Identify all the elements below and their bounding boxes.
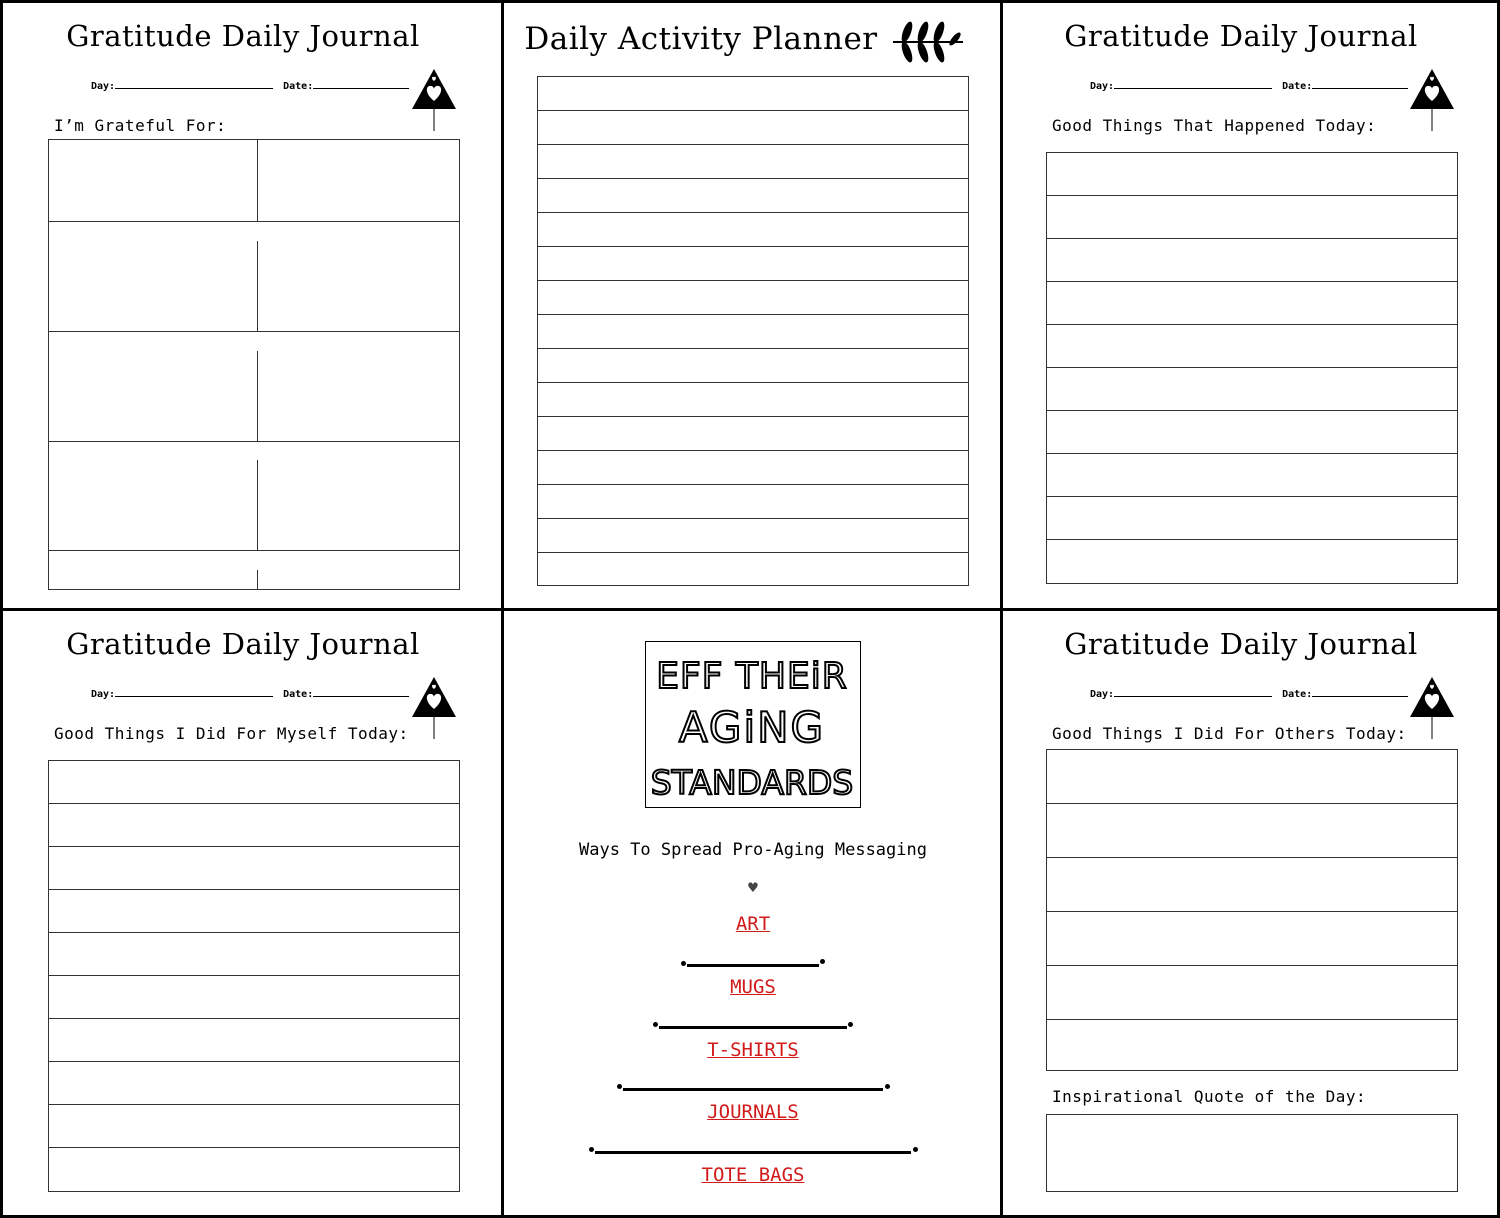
day-blank[interactable] — [115, 79, 273, 89]
page-title: Gratitude Daily Journal — [1064, 627, 1418, 661]
line-row[interactable] — [49, 1019, 459, 1062]
line-row[interactable] — [1047, 325, 1457, 368]
line-row[interactable] — [49, 1148, 459, 1188]
prompt-label: Good Things I Did For Myself Today: — [54, 724, 409, 743]
line-row[interactable] — [49, 933, 459, 976]
grid-cell[interactable] — [49, 140, 258, 222]
link-art[interactable]: ART — [735, 913, 771, 935]
divider-dot — [913, 1147, 918, 1152]
day-label: Day: — [1090, 689, 1115, 700]
line-row[interactable] — [538, 77, 968, 111]
day-date-line — [91, 687, 409, 700]
grid-cell[interactable] — [49, 241, 258, 332]
grid-cell[interactable] — [49, 460, 258, 551]
line-row[interactable] — [538, 417, 968, 451]
divider-dot — [589, 1147, 594, 1152]
line-row[interactable] — [538, 247, 968, 281]
line-row[interactable] — [538, 451, 968, 485]
day-date-line — [1090, 687, 1408, 700]
day-label: Day: — [1090, 81, 1115, 92]
divider-dot — [617, 1084, 622, 1089]
tepee-heart-icon — [410, 67, 458, 138]
line-row[interactable] — [1047, 411, 1457, 454]
grid-cell[interactable] — [258, 351, 459, 442]
line-row[interactable] — [1047, 966, 1457, 1020]
prompt-label: Good Things I Did For Others Today: — [1052, 724, 1407, 743]
divider-dot — [820, 959, 825, 964]
grid-cell[interactable] — [258, 241, 459, 332]
date-blank[interactable] — [313, 687, 409, 697]
divider-dot — [681, 961, 686, 966]
grid-cell[interactable] — [258, 460, 459, 551]
heart-icon: ♥ — [748, 878, 758, 897]
divider-dot — [653, 1022, 658, 1027]
line-row[interactable] — [538, 519, 968, 553]
day-blank[interactable] — [115, 687, 273, 697]
line-row[interactable] — [1047, 454, 1457, 497]
date-label: Date: — [1282, 81, 1313, 92]
day-blank[interactable] — [1114, 79, 1272, 89]
line-row[interactable] — [538, 179, 968, 213]
line-row[interactable] — [1047, 196, 1457, 239]
line-row[interactable] — [1047, 540, 1457, 580]
planner-lines — [537, 76, 969, 586]
link-mugs[interactable]: MUGS — [730, 976, 776, 998]
grid-cell[interactable] — [49, 351, 258, 442]
lined-box — [1046, 152, 1458, 584]
line-row[interactable] — [1047, 912, 1457, 966]
line-row[interactable] — [49, 847, 459, 890]
line-row[interactable] — [49, 804, 459, 847]
date-label: Date: — [283, 81, 314, 92]
page-title: Daily Activity Planner — [524, 21, 878, 57]
line-row[interactable] — [538, 485, 968, 519]
line-row[interactable] — [1047, 497, 1457, 540]
day-date-line — [91, 79, 409, 92]
line-row[interactable] — [1047, 804, 1457, 858]
quote-box[interactable] — [1046, 1114, 1458, 1192]
day-label: Day: — [91, 689, 116, 700]
page-title: Gratitude Daily Journal — [66, 627, 420, 661]
line-row[interactable] — [538, 553, 968, 585]
grateful-grid — [48, 139, 460, 590]
line-row[interactable] — [538, 315, 968, 349]
line-row[interactable] — [1047, 239, 1457, 282]
date-label: Date: — [1282, 689, 1313, 700]
line-row[interactable] — [1047, 368, 1457, 411]
divider-bar — [595, 1151, 911, 1154]
line-row[interactable] — [1047, 858, 1457, 912]
eff-their-aging-standards-badge — [645, 641, 861, 808]
day-date-line — [1090, 79, 1408, 92]
date-blank[interactable] — [1312, 79, 1408, 89]
grid-cell[interactable] — [49, 570, 258, 589]
subtitle: Ways To Spread Pro-Aging Messaging — [579, 840, 927, 860]
grid-cell[interactable] — [258, 140, 459, 222]
line-row[interactable] — [538, 281, 968, 315]
line-row[interactable] — [49, 890, 459, 933]
badge-line-3: STANDARDS — [650, 763, 854, 802]
line-row[interactable] — [49, 1062, 459, 1105]
line-row[interactable] — [538, 111, 968, 145]
lined-box — [48, 760, 460, 1192]
line-row[interactable] — [538, 383, 968, 417]
divider-bar — [623, 1088, 883, 1091]
line-row[interactable] — [49, 761, 459, 804]
line-row[interactable] — [49, 976, 459, 1019]
tepee-heart-icon — [410, 675, 458, 746]
divider-dot — [848, 1022, 853, 1027]
day-label: Day: — [91, 81, 116, 92]
link-t-shirts[interactable]: T-SHIRTS — [707, 1039, 799, 1061]
page-title: Gratitude Daily Journal — [66, 19, 420, 53]
line-row[interactable] — [538, 213, 968, 247]
prompt-label: Good Things That Happened Today: — [1052, 116, 1377, 135]
date-blank[interactable] — [313, 79, 409, 89]
badge-line-2: AGiNG — [678, 703, 826, 752]
divider-bar — [687, 964, 819, 967]
date-blank[interactable] — [1312, 687, 1408, 697]
line-row[interactable] — [1047, 750, 1457, 804]
lined-box — [1046, 749, 1458, 1071]
divider-dot — [885, 1084, 890, 1089]
line-row[interactable] — [49, 1105, 459, 1148]
quote-label: Inspirational Quote of the Day: — [1052, 1087, 1367, 1106]
tepee-heart-icon — [1408, 675, 1456, 746]
line-row[interactable] — [1047, 282, 1457, 325]
divider-h — [3, 608, 1500, 611]
line-row[interactable] — [538, 145, 968, 179]
leaf-branch-icon — [891, 17, 967, 72]
prompt-label: I’m Grateful For: — [54, 116, 227, 135]
link-journals[interactable]: JOURNALS — [707, 1101, 799, 1123]
badge-line-1: EFF THEiR — [656, 656, 848, 697]
page-title: Gratitude Daily Journal — [1064, 19, 1418, 53]
line-row[interactable] — [538, 349, 968, 383]
link-tote-bags[interactable]: TOTE BAGS — [701, 1164, 805, 1186]
date-label: Date: — [283, 689, 314, 700]
line-row[interactable] — [1047, 153, 1457, 196]
line-row[interactable] — [1047, 1020, 1457, 1069]
day-blank[interactable] — [1114, 687, 1272, 697]
divider-bar — [659, 1026, 847, 1029]
grid-cell[interactable] — [258, 570, 459, 589]
tepee-heart-icon — [1408, 67, 1456, 138]
